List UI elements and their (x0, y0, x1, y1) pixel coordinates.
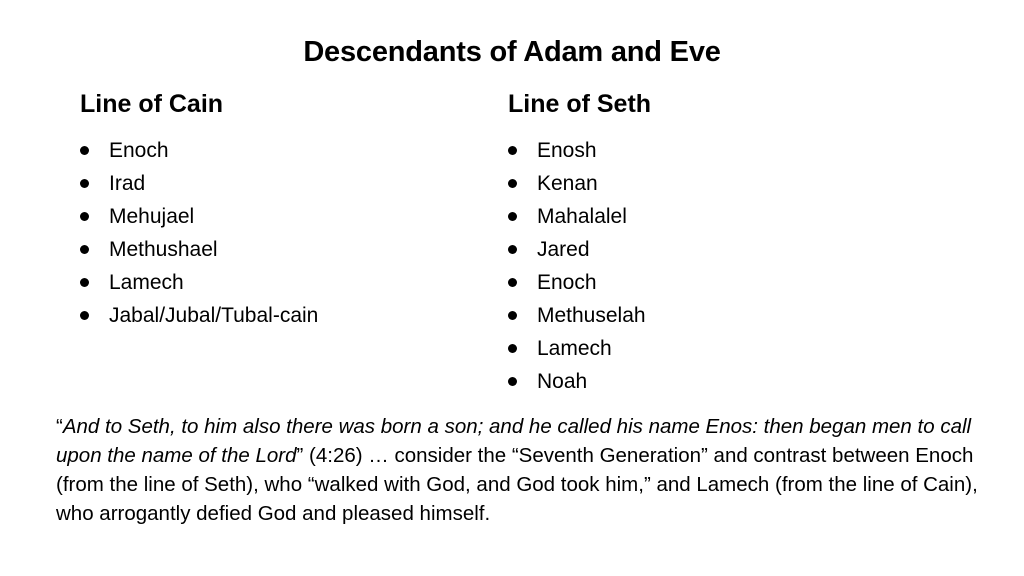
list-item (508, 365, 651, 398)
bullet-icon (80, 245, 89, 254)
list-item (508, 233, 651, 266)
line-of-cain-heading: Line of Cain (80, 90, 224, 118)
list-item-text: Mahalalel (537, 205, 627, 228)
list-item-text: Enosh (537, 139, 597, 162)
bullet-icon (508, 146, 517, 155)
list-item (508, 134, 651, 167)
bullet-icon (508, 311, 517, 320)
bullet-icon (80, 311, 89, 320)
list-item (508, 200, 651, 233)
list-item (80, 299, 318, 332)
list-item-text: Mehujael (109, 205, 195, 228)
line-of-cain-list (80, 134, 318, 332)
list-item (508, 167, 651, 200)
list-item (80, 134, 318, 167)
list-item-text: Jared (537, 238, 590, 261)
line-of-cain-column (80, 88, 318, 332)
list-item-text: Enoch (109, 139, 169, 162)
slide-title: Descendants of Adam and Eve (303, 36, 721, 68)
list-item (508, 266, 651, 299)
list-item (508, 299, 651, 332)
list-item-text: Lamech (109, 271, 184, 294)
quote-open-mark: “ (56, 415, 63, 438)
bullet-icon (80, 179, 89, 188)
list-item (508, 332, 651, 365)
list-item-text: Jabal/Jubal/Tubal-cain (109, 304, 319, 327)
bullet-icon (508, 179, 517, 188)
list-item-text: Irad (109, 172, 146, 195)
bullet-icon (508, 212, 517, 221)
line-of-seth-list (508, 134, 651, 398)
scripture-quote-paragraph (56, 412, 1016, 528)
line-of-seth-column (508, 88, 651, 398)
list-item-text: Methushael (109, 238, 218, 261)
list-item (80, 200, 318, 233)
list-item (80, 266, 318, 299)
list-item-text: Lamech (537, 337, 612, 360)
bullet-icon (508, 344, 517, 353)
bullet-icon (508, 278, 517, 287)
bullet-icon (508, 245, 517, 254)
list-item-text: Enoch (537, 271, 597, 294)
bullet-icon (508, 377, 517, 386)
list-item-text: Kenan (537, 172, 598, 195)
list-item (80, 167, 318, 200)
line-of-seth-heading: Line of Seth (508, 90, 652, 118)
list-item-text: Noah (537, 370, 588, 393)
list-item-text: Methuselah (537, 304, 646, 327)
bullet-icon (80, 212, 89, 221)
list-item (80, 233, 318, 266)
commentary-text: ” (4:26) … consider the “Seventh Generation” and contrast between Enoch (from the line of Seth), who “walked with God, and God took him,” and Lamech (from the line of Cain), who arrogantly defied God and pleased himself. (56, 444, 978, 525)
bullet-icon (80, 278, 89, 287)
scripture-quote-text: And to Seth, to him also there was born a son; and he called his name Enos: then began men to call upon the name of the Lord (56, 415, 972, 467)
bullet-icon (80, 146, 89, 155)
